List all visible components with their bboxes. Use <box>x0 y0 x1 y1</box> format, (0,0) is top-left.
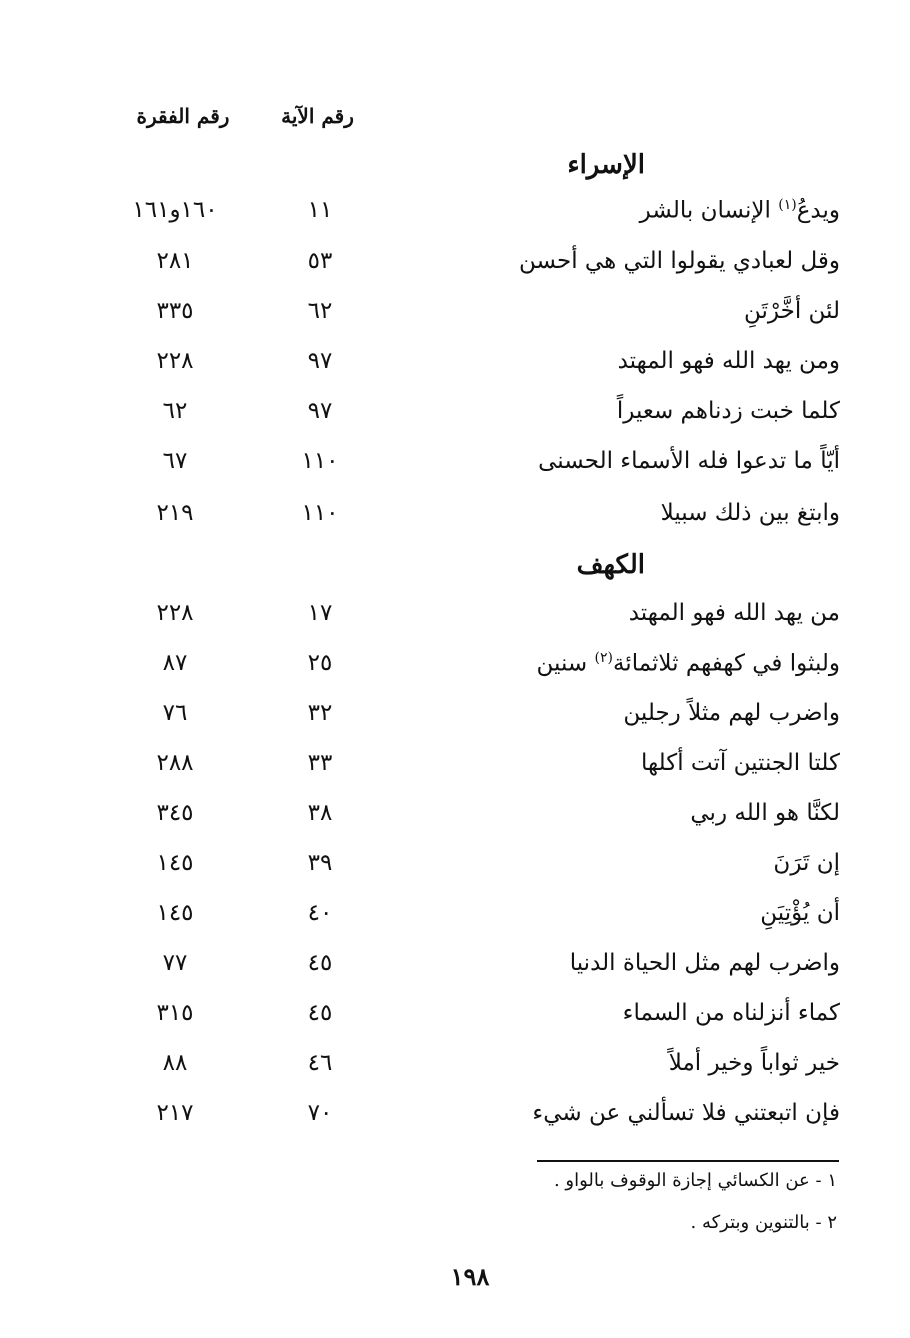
phrase: ولبثوا في كهفهم ثلاثمائة$^{(٢)}$ سنين <box>536 650 840 677</box>
table-row <box>100 448 840 488</box>
paragraph-number: ١٦٠و١٦١ <box>132 197 218 223</box>
phrase: وابتغ بين ذلك سبيلا <box>660 500 840 526</box>
verse-number: ٤٦ <box>307 1050 333 1076</box>
phrase: لئن أخَّرْتَنِ <box>744 298 840 324</box>
table-row <box>100 700 840 740</box>
phrase: ويدعُ$^{(١)}$ الإنسان بالشر <box>639 197 840 224</box>
phrase: أن يُؤْتِيَنِ <box>760 900 840 926</box>
table-row <box>100 900 840 940</box>
phrase: لكنَّا هو الله ربي <box>690 800 840 826</box>
table-row <box>100 1050 840 1090</box>
paragraph-number: ٢٢٨ <box>156 600 194 626</box>
paragraph-number: ٨٨ <box>162 1050 188 1076</box>
verse-number: ١١٠ <box>301 448 339 474</box>
phrase: كلما خبت زدناهم سعيراً <box>616 398 840 424</box>
paragraph-number: ٧٧ <box>162 950 188 976</box>
phrase: من يهد الله فهو المهتد <box>628 600 840 626</box>
verse-number: ٤٥ <box>307 950 333 976</box>
paragraph-number: ١٤٥ <box>156 850 194 876</box>
verse-number: ١١ <box>307 197 333 223</box>
paragraph-number: ٣٣٥ <box>156 298 194 324</box>
paragraph-number-header: رقم الفقرة <box>136 104 230 128</box>
footnote-ref: (٢) <box>594 650 613 666</box>
paragraph-number: ٢٨٨ <box>156 750 194 776</box>
phrase: كماء أنزلناه من السماء <box>622 1000 840 1026</box>
paragraph-number: ٣٤٥ <box>156 800 194 826</box>
verse-number: ٤٠ <box>307 900 333 926</box>
paragraph-number: ٢٨١ <box>156 248 194 274</box>
phrase: ومن يهد الله فهو المهتد <box>617 348 840 374</box>
paragraph-number: ٦٢ <box>162 398 188 424</box>
footnote-2: ٢ - بالتنوين وبتركه . <box>690 1212 837 1233</box>
verse-number: ٩٧ <box>307 398 333 424</box>
verse-number: ٣٨ <box>307 800 333 826</box>
phrase: واضرب لهم مثلاً رجلين <box>623 700 840 726</box>
paragraph-number: ٣١٥ <box>156 1000 194 1026</box>
phrase: إن تَرَنَ <box>773 850 840 876</box>
phrase: وقل لعبادي يقولوا التي هي أحسن <box>518 248 840 274</box>
verse-number: ٥٣ <box>307 248 333 274</box>
table-row <box>100 197 840 237</box>
table-row <box>100 348 840 388</box>
paragraph-number: ٢١٩ <box>156 500 194 526</box>
table-row <box>100 600 840 640</box>
phrase: فإن اتبعتني فلا تسألني عن شيء <box>532 1100 840 1126</box>
verse-number: ٧٠ <box>307 1100 333 1126</box>
table-row <box>100 1000 840 1040</box>
phrase: خير ثواباً وخير أملاً <box>668 1050 840 1076</box>
paragraph-number: ٧٦ <box>162 700 188 726</box>
footnote-1: ١ - عن الكسائي إجازة الوقوف بالواو . <box>553 1170 837 1191</box>
verse-number: ٦٢ <box>307 298 333 324</box>
table-row <box>100 800 840 840</box>
verse-number: ١٧ <box>307 600 333 626</box>
footnote-ref: (١) <box>778 197 797 213</box>
paragraph-number: ١٤٥ <box>156 900 194 926</box>
verse-number: ١١٠ <box>301 500 339 526</box>
verse-number-header: رقم الآية <box>281 104 354 128</box>
verse-number: ٩٧ <box>307 348 333 374</box>
paragraph-number: ٦٧ <box>162 448 188 474</box>
phrase: أيّاً ما تدعوا فله الأسماء الحسنى <box>538 448 840 474</box>
table-row <box>100 750 840 790</box>
page-number: ١٩٨ <box>450 1262 490 1291</box>
table-row <box>100 248 840 288</box>
verse-number: ٢٥ <box>307 650 333 676</box>
section-title-isra: الإسراء <box>567 150 645 180</box>
paragraph-number: ٨٧ <box>162 650 188 676</box>
paragraph-number: ٢٢٨ <box>156 348 194 374</box>
table-row <box>100 1100 840 1140</box>
phrase: واضرب لهم مثل الحياة الدنيا <box>569 950 840 976</box>
table-row <box>100 500 840 540</box>
verse-number: ٣٢ <box>307 700 333 726</box>
table-row <box>100 650 840 690</box>
section-title-kahf: الكهف <box>576 550 645 580</box>
footnote-divider <box>537 1160 839 1162</box>
table-row <box>100 298 840 338</box>
verse-number: ٤٥ <box>307 1000 333 1026</box>
table-row <box>100 950 840 990</box>
paragraph-number: ٢١٧ <box>156 1100 194 1126</box>
phrase: كلتا الجنتين آتت أكلها <box>641 750 840 776</box>
table-row <box>100 850 840 890</box>
verse-number: ٣٩ <box>307 850 333 876</box>
table-row <box>100 398 840 438</box>
verse-number: ٣٣ <box>307 750 333 776</box>
